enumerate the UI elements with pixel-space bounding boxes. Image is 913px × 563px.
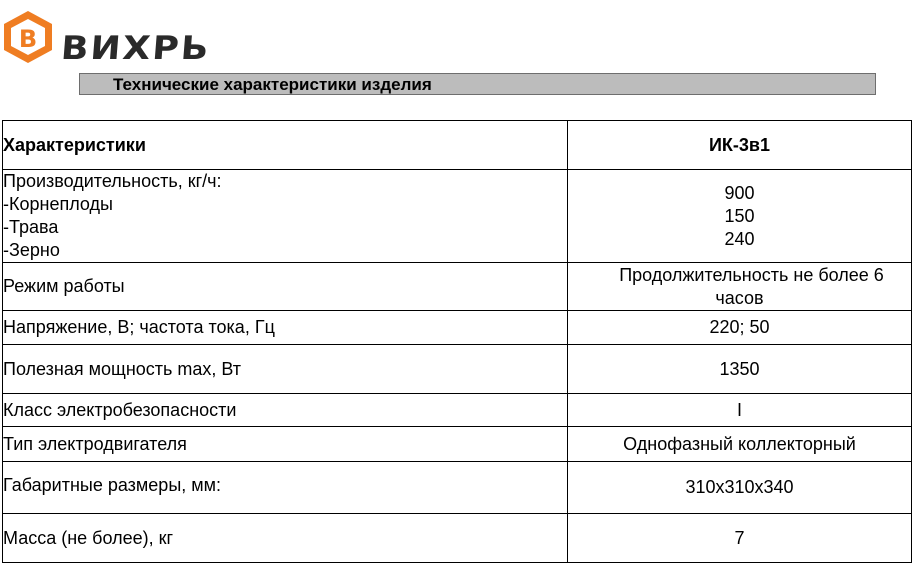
row-label: Класс электробезопасности <box>3 394 568 427</box>
row-value: 7 <box>568 514 912 563</box>
label-line: Производительность, кг/ч: <box>3 171 222 191</box>
vikhr-logo-icon <box>2 9 54 65</box>
row-value <box>568 263 912 311</box>
header-characteristics: Характеристики <box>3 121 568 170</box>
brand-name: ВИХРЬ <box>59 30 212 68</box>
row-value: I <box>568 394 912 427</box>
row-value: 1350 <box>568 345 912 394</box>
table-row <box>3 427 912 462</box>
row-label: Полезная мощность max, Вт <box>3 345 568 394</box>
section-title: Технические характеристики изделия <box>113 75 432 94</box>
table-row <box>3 462 912 514</box>
label-line: -Корнеплоды <box>3 194 113 214</box>
brand-logo <box>2 9 232 69</box>
section-banner <box>79 73 876 95</box>
row-label: Габаритные размеры, мм: <box>3 462 568 514</box>
table-header-row <box>3 121 912 170</box>
row-label <box>3 170 568 263</box>
logo-glyph: В <box>18 25 38 53</box>
row-value: 310х310х340 <box>568 462 912 514</box>
value-line: часов <box>715 287 764 308</box>
row-label: Масса (не более), кг <box>3 514 568 563</box>
table-row <box>3 170 912 263</box>
row-label: Тип электродвигателя <box>3 427 568 462</box>
row-label: Режим работы <box>3 263 568 311</box>
table-row <box>3 514 912 563</box>
row-label: Напряжение, В; частота тока, Гц <box>3 311 568 345</box>
row-value: Однофазный коллекторный <box>568 427 912 462</box>
table-row <box>3 345 912 394</box>
value-line: 900 <box>724 182 755 203</box>
value-line: 240 <box>724 228 755 249</box>
row-value: 220; 50 <box>568 311 912 345</box>
label-line: -Зерно <box>3 240 60 260</box>
table-row <box>3 394 912 427</box>
value-line: Продолжительность не более 6 <box>619 264 884 285</box>
specs-table <box>2 120 912 563</box>
label-line: -Трава <box>3 217 59 237</box>
header-model: ИК-3в1 <box>568 121 912 170</box>
value-line: 150 <box>724 205 755 226</box>
row-value <box>568 170 912 263</box>
table-row <box>3 311 912 345</box>
table-row <box>3 263 912 311</box>
